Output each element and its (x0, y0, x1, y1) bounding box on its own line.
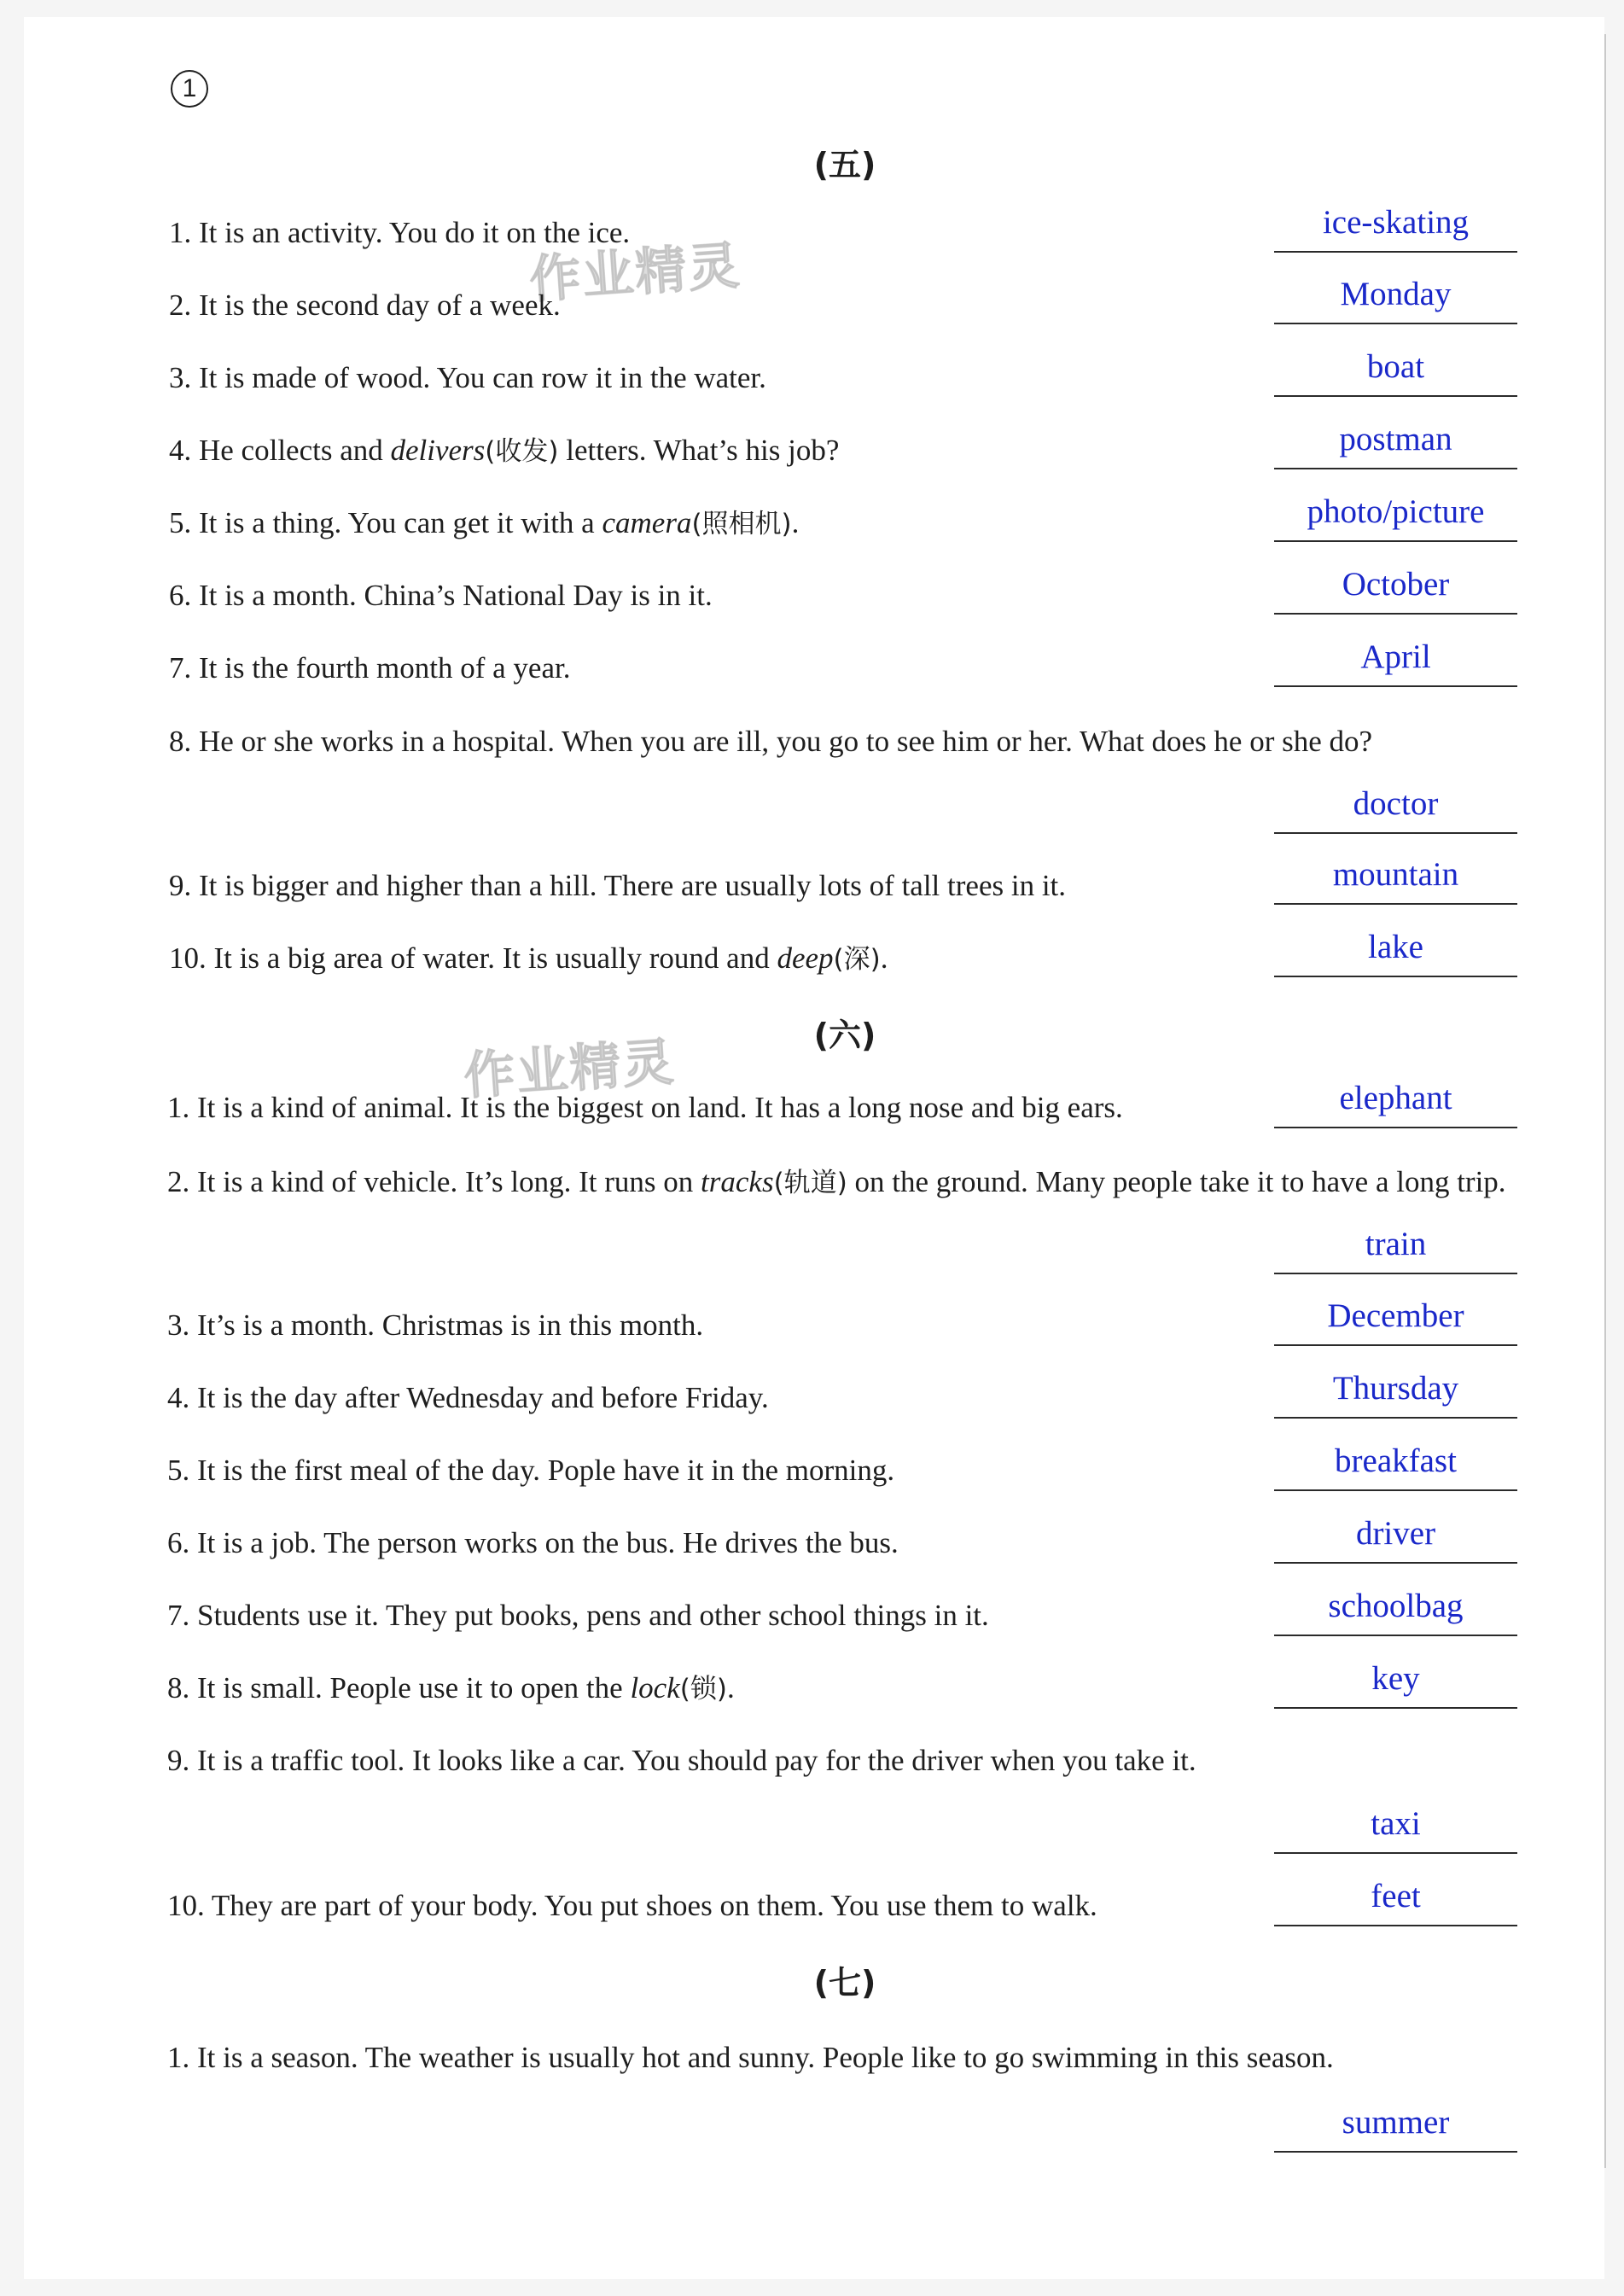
answer-5-3[interactable]: boat (1274, 346, 1517, 397)
question-5-3: 3. It is made of wood. You can row it in the water. (169, 361, 766, 394)
question-5-9: 9. It is bigger and higher than a hill. There are usually lots of tall trees in it. (169, 869, 1067, 902)
answer-6-2[interactable]: train (1274, 1223, 1517, 1274)
question-6-2: 2. It is a kind of vehicle. It’s long. It runs on tracks(轨道) on the ground. Many people take it to have a long trip. (167, 1165, 1506, 1198)
answer-7-1[interactable]: summer (1274, 2101, 1517, 2153)
question-5-4: 4. He collects and delivers(收发) letters. What’s his job? (169, 434, 840, 467)
section-heading-7: (七) (813, 1964, 876, 2002)
question-6-7: 7. Students use it. They put books, pens and other school things in it. (167, 1599, 989, 1632)
answer-6-9[interactable]: taxi (1274, 1803, 1517, 1854)
answer-5-5[interactable]: photo/picture (1274, 491, 1517, 542)
watermark-logo: 作业精灵 (527, 236, 743, 311)
question-5-2: 2. It is the second day of a week. (169, 288, 561, 322)
question-6-1: 1. It is a kind of animal. It is the biggest on land. It has a long nose and big ears. (167, 1091, 1123, 1124)
question-6-4: 4. It is the day after Wednesday and before Friday. (167, 1381, 769, 1414)
section-heading-6: (六) (813, 1017, 876, 1054)
question-5-8: 8. He or she works in a hospital. When you are ill, you go to see him or her. What does he or she do? (169, 725, 1373, 758)
page-number-badge: 1 (171, 70, 208, 108)
answer-5-9[interactable]: mountain (1274, 854, 1517, 905)
question-6-10: 10. They are part of your body. You put shoes on them. You use them to walk. (167, 1889, 1097, 1922)
answer-6-7[interactable]: schoolbag (1274, 1585, 1517, 1636)
question-5-1: 1. It is an activity. You do it on the ice. (169, 216, 631, 249)
question-6-6: 6. It is a job. The person works on the bus. He drives the bus. (167, 1526, 899, 1559)
question-6-8: 8. It is small. People use it to open the lock(锁). (167, 1671, 735, 1705)
right-margin-rule (1604, 34, 1606, 2168)
section-heading-5: (五) (813, 146, 876, 184)
answer-5-10[interactable]: lake (1274, 926, 1517, 977)
question-6-5: 5. It is the first meal of the day. Pople have it in the morning. (167, 1454, 895, 1487)
answer-5-2[interactable]: Monday (1274, 273, 1517, 324)
question-5-5: 5. It is a thing. You can get it with a camera(照相机). (169, 506, 800, 539)
question-7-1: 1. It is a season. The weather is usually hot and sunny. People like to go swimming in this season. (167, 2041, 1334, 2074)
question-5-10: 10. It is a big area of water. It is usually round and deep(深). (169, 941, 888, 975)
answer-5-7[interactable]: April (1274, 636, 1517, 687)
answer-6-10[interactable]: feet (1274, 1875, 1517, 1926)
answer-5-4[interactable]: postman (1274, 418, 1517, 469)
question-5-6: 6. It is a month. China’s National Day is in it. (169, 579, 713, 612)
answer-6-4[interactable]: Thursday (1274, 1367, 1517, 1419)
answer-5-8[interactable]: doctor (1274, 783, 1517, 834)
question-6-3: 3. It’s is a month. Christmas is in this month. (167, 1308, 704, 1342)
question-6-9: 9. It is a traffic tool. It looks like a car. You should pay for the driver when you take it. (167, 1744, 1196, 1777)
answer-6-6[interactable]: driver (1274, 1512, 1517, 1564)
watermark-logo: 作业精灵 (462, 1032, 678, 1107)
answer-5-6[interactable]: October (1274, 563, 1517, 615)
answer-6-5[interactable]: breakfast (1274, 1440, 1517, 1491)
answer-5-1[interactable]: ice-skating (1274, 201, 1517, 253)
answer-6-1[interactable]: elephant (1274, 1077, 1517, 1128)
answer-6-3[interactable]: December (1274, 1295, 1517, 1346)
answer-6-8[interactable]: key (1274, 1658, 1517, 1709)
question-5-7: 7. It is the fourth month of a year. (169, 651, 571, 685)
